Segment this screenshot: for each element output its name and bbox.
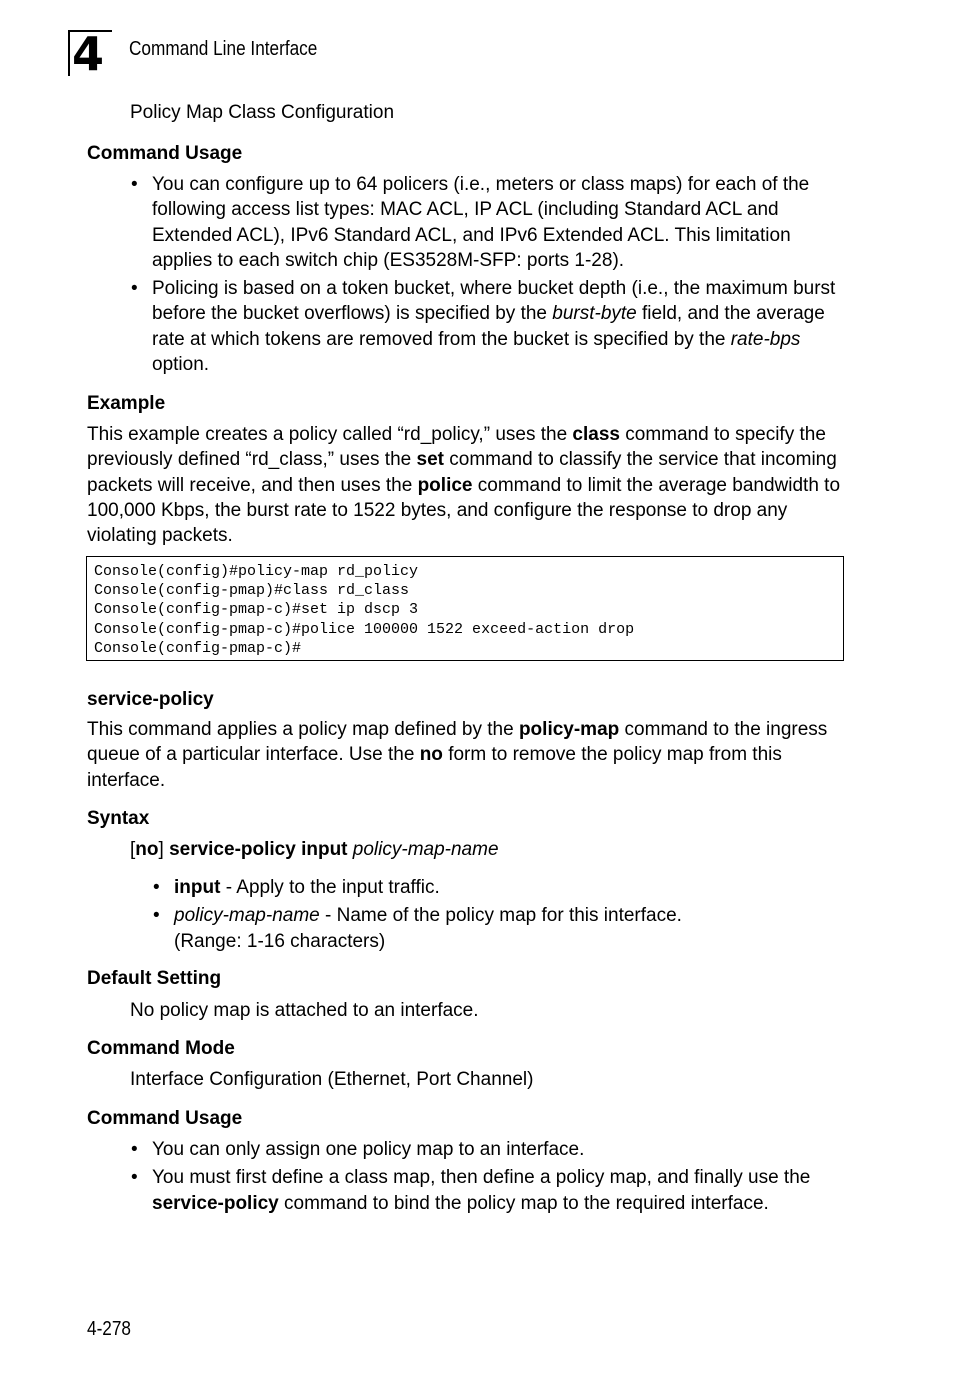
running-head: Command Line Interface [129,38,318,60]
command-mode-text: Interface Configuration (Ethernet, Port Channel) [130,1069,534,1090]
list-item: • Policing is based on a token bucket, where bucket depth (i.e., the maximum burst before the bucket overflows) is specified by the burst-byte field, and the average rate at which tokens are removed from the bucket is specified by the rate-bps option. [152,276,847,377]
heading-syntax: Syntax [87,808,150,829]
code-line: Console(config-pmap-c)# [94,639,302,657]
code-line: Console(config-pmap)#class rd_class [94,582,410,600]
service-policy-description: This command applies a policy map defined by the policy-map command to the ingress queue of a particular interface. Use the no form to remove the policy map from this interface. [87,719,828,791]
list-item: • input - Apply to the input traffic. [174,875,834,900]
list-item: • You must first define a class map, then define a policy map, and finally use the service-policy command to bind the policy map to the required interface. [152,1165,847,1216]
list-item: • You can only assign one policy map to an interface. [152,1137,847,1162]
syntax-line: [no] service-policy input policy-map-name [130,839,499,860]
page-number: 4-278 [87,1318,131,1340]
section-title: Policy Map Class Configuration [130,102,395,123]
service-usage-list [152,1137,847,1219]
chapter-number: 4 [68,30,112,76]
list-item: • policy-map-name - Name of the policy map for this interface. (Range: 1-16 characters) [174,903,834,954]
list-item: • You can configure up to 64 policers (i.e., meters or class maps) for each of the following access list types: MAC ACL, IP ACL (including Standard ACL and Extended ACL), IPv6 Standard ACL, and IPv6 Extended ACL. This limitation applies to each switch chip (ES3528M-SFP: ports 1-28). [152,172,847,273]
code-line: Console(config)#policy-map rd_policy [94,563,419,580]
example-paragraph: This example creates a policy called “rd_policy,” uses the class command to specify the previously defined “rd_class,” uses the set command to classify the service that incoming packets will receive, and then uses the police command to limit the average bandwidth to 100,000 Kbps, the burst rate to 1522 bytes, and configure the response to drop any violating packets. [87,424,841,547]
heading-command-usage: Command Usage [87,143,243,164]
syntax-params-list [174,875,834,957]
command-usage-list [152,172,847,380]
heading-command-mode: Command Mode [87,1038,235,1059]
code-example [86,556,844,661]
code-line: Console(config-pmap-c)#police 100000 1522 exceed-action drop [94,620,635,638]
code-line: Console(config-pmap-c)#set ip dscp 3 [94,601,419,619]
heading-example: Example [87,393,166,414]
default-setting-text: No policy map is attached to an interface. [130,1000,479,1021]
heading-default-setting: Default Setting [87,968,222,989]
heading-command-usage-service: Command Usage [87,1108,243,1129]
command-title-service-policy: service-policy [87,689,214,710]
